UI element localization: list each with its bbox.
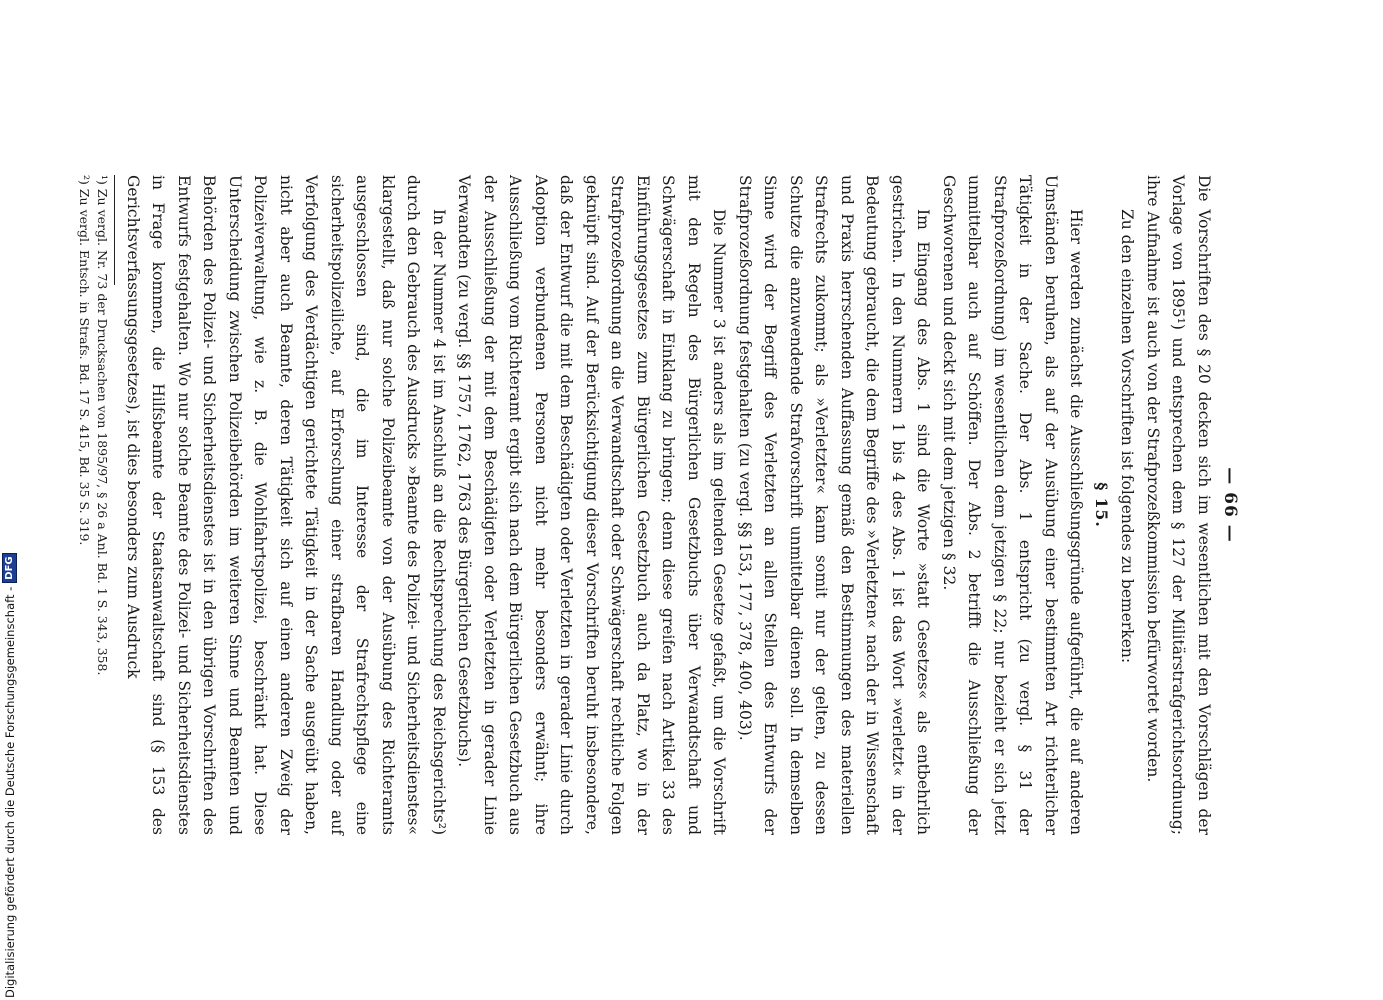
section-paragraph: Die Nummer 3 ist anders als im geltenden Gesetze gefaßt, um die Vorschrift mit den Regeln des Bürgerlichen Gesetzbuchs über Verwandtschaft und Schwägerschaft in Einklang zu bringen; denn diese greifen nach Artikel 33 des Einführungsgesetzes zum Bürgerlichen Gesetzbuch auch da Platz, wo in der Strafprozeßordnung an die Verwandtschaft oder Schwägerschaft rechtliche Folgen geknüpft sind. Auf der Berücksichtigung dieser Vorschriften beruht insbesondere, daß der Entwurf die mit dem Beschädigten oder Verletzten in gerader Linie durch Adoption verbundenen Personen nicht mehr besonders erwähnt; ihre Ausschließung vom Richteramt ergibt sich nach dem Bürgerlichen Gesetzbuch aus der Ausschließung der mit dem Beschädigten oder Verletzten in gerader Linie Verwandten (zu vergl. §§ 1757, 1762, 1763 des Bürgerlichen Gesetzbuchs). [455, 175, 729, 835]
page-number: — 66 — [1220, 467, 1240, 543]
footnote: ¹) Zu vergl. Nr. 73 der Drucksachen von 1895/97, § 26 a Anl. Bd. 1 S. 343, 358. [95, 175, 111, 676]
digitization-note [2, 553, 17, 998]
section-paragraph: In der Nummer 4 ist im Anschluß an die Rechtsprechung des Reichsgerichts²) durch den Gebrauch des Ausdrucks »Beamte des Polizei- und Sicherheitsdienstes« klargestellt, daß nur solche Polizeibeamte von der Ausübung des Richteramts ausgeschlossen sind, die im Interesse der Strafrechtspflege eine sicherheitspolizeiliche, auf Erforschung einer strafbaren Handlung oder auf Verfolgung des Verdächtigen gerichtete Tätigkeit in der Sache ausgeübt haben, nicht aber auch Beamte, deren Tätigkeit sich auf einen anderen Zweig der Polizeiverwaltung, wie z. B. die Wohlfahrtspolizei, beschränkt hat. Diese Unterscheidung zwischen Polizeibehörden im weiteren Sinne und Beamten und Behörden des Polizei- und Sicherheitsdienstes ist in den übrigen Vorschriften des Entwurfs festgehalten. Wo nur solche Beamte des Polizei- und Sicherheitsdienstes in Frage kommen, die Hilfsbeamte der Staatsanwaltschaft sind (§ 153 des Gerichtsverfassungsgesetzes), ist dies besonders zum Ausdruck [124, 175, 448, 835]
scanned-page [77, 175, 1240, 835]
footnote-divider [115, 175, 116, 285]
digitization-text: Digitalisierung gefördert durch die Deutsche Forschungsgemeinschaft - [2, 586, 17, 998]
footnote: ²) Zu vergl. Entsch. in Strafs. Bd. 17 S. 415, Bd. 35 S. 319. [77, 175, 93, 546]
dfg-logo: DFG [2, 553, 17, 582]
intro-remark: Zu den einzelnen Vorschriften ist folgendes zu bemerken: [1118, 209, 1137, 664]
intro-paragraph: Die Vorschriften des § 20 decken sich im wesentlichen mit den Vorschlägen der Vorlage von 1895¹) und entsprechen dem § 127 der Militärstrafgerichtsordnung; ihre Aufnahme ist auch von der Strafprozeßkommission befürwortet worden. [1144, 175, 1213, 835]
section-paragraph: Im Eingang des Abs. 1 sind die Worte »statt Gesetzes« als entbehrlich gestrichen. In den Nummern 1 bis 4 des Abs. 1 ist das Wort »verletzt« in der Bedeutung gebraucht, die dem Begriffe des »Verletzten« nach der in Wissenschaft und Praxis herrschenden Auffassung gemäß den Bestimmungen des materiellen Strafrechts zukommt; als »Verletzter« kann somit nur der gelten, zu dessen Schutze die anzuwendende Strafvorschrift unmittelbar dienen soll. In demselben Sinne wird der Begriff des Verletzten an allen Stellen des Entwurfs der Strafprozeßordnung festgehalten (zu vergl. §§ 153, 177, 378, 400, 403). [736, 175, 933, 835]
page-body [77, 175, 1216, 835]
section-paragraph: Hier werden zunächst die Ausschließungsgründe aufgeführt, die auf anderen Umständen beruhen, als auf der Ausübung einer bestimmten Art richterlicher Tätigkeit in der Sache. Der Abs. 1 entspricht (zu vergl. § 31 der Strafprozeßordnung) im wesentlichen dem jetzigen § 22; nur bezieht er sich jetzt unmittelbar auch auf Schöffen. Der Abs. 2 betrifft die Ausschließung der Geschworenen und deckt sich mit dem jetzigen § 32. [940, 175, 1086, 835]
footnotes [76, 175, 112, 835]
section-heading: § 15. [1092, 482, 1111, 528]
